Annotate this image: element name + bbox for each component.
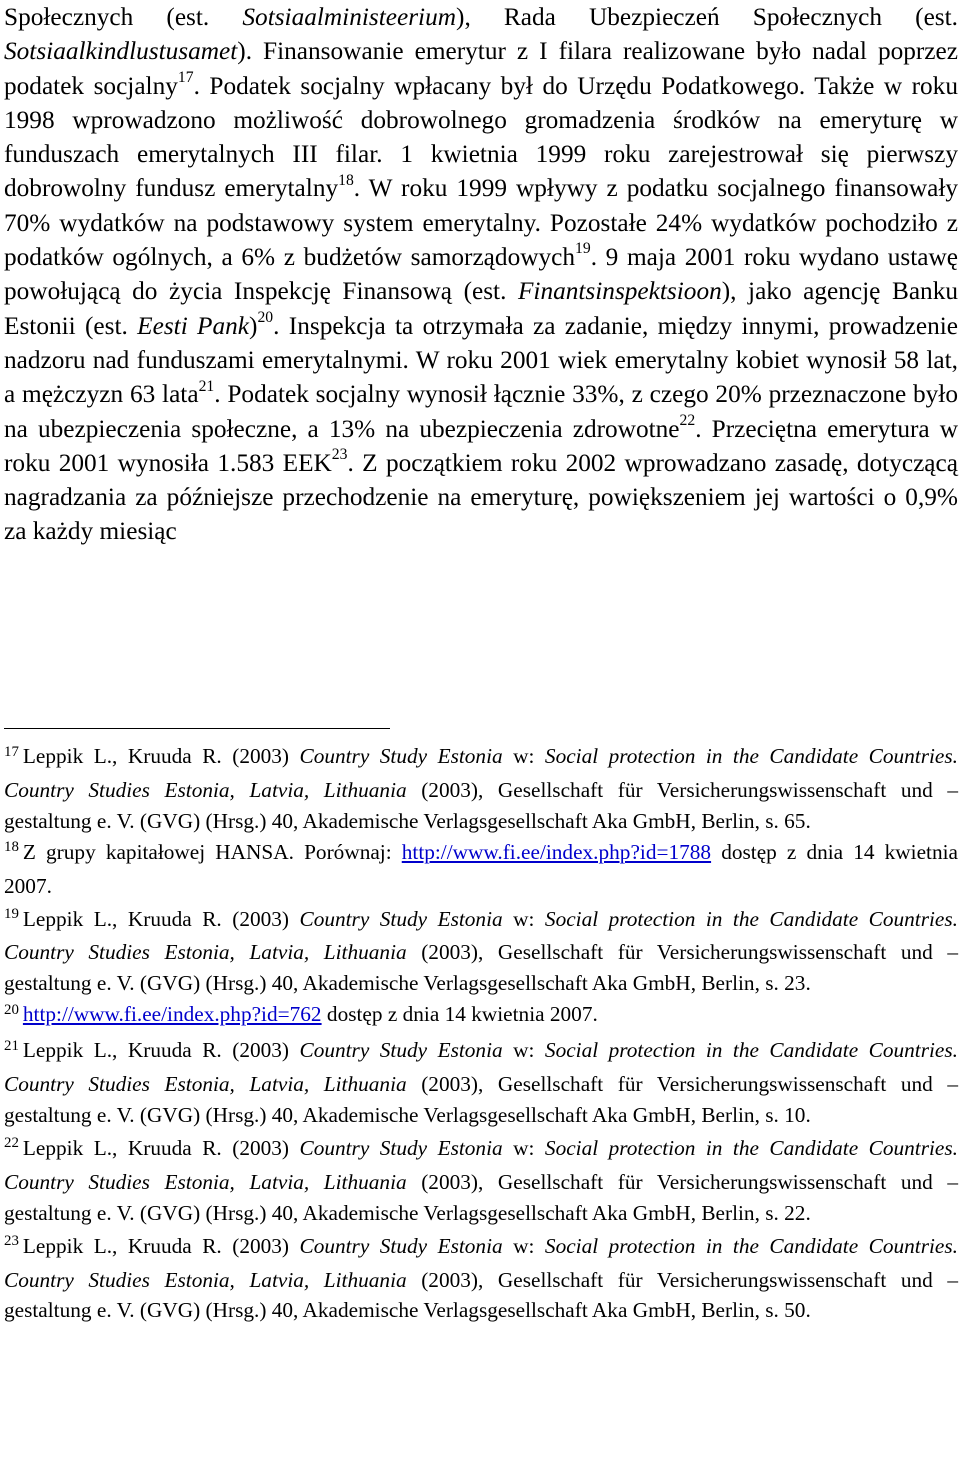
footnote-text: w: [502,744,545,768]
footnote-text: dostęp z dnia 14 kwietnia 2007. [321,1002,598,1027]
footnote-separator [4,728,390,729]
footnote-publisher: (2003), Gesellschaft für Versicherungswissenschaft und – gestaltung e. V. (GVG) (Hrsg.) 40, Akademische Verlagsgesellschaft Aka GmbH, Berlin, s. [4,777,958,833]
footnote-ref[interactable]: 19 [575,240,591,258]
footnote-23 [4,1229,958,1327]
body-text-segment: ), Rada Ubezpieczeń Społecznych (est. [456,3,959,31]
footnote-21 [4,1033,958,1131]
estonian-term: Sotsiaalministeerium [242,3,457,31]
body-text-segment: ), jako agencję Banku Estonii (est. [4,277,958,340]
footnote-18 [4,837,958,902]
body-text-segment: . 9 maja 2001 roku wydano ustawę powołującą do życia Inspekcję Finansową (est. [4,243,958,306]
estonian-term: Finantsinspektsioon [517,277,722,306]
footnote-page: 22. [784,1200,811,1225]
footnote-22 [4,1131,958,1229]
footnote-ref[interactable]: 21 [198,377,215,395]
footnote-title: Country Study Estonia [299,1038,503,1063]
footnote-20 [4,999,958,1033]
footnote-ref[interactable]: 23 [331,446,348,464]
footnote-publisher: (2003), Gesellschaft für Versicherungswissenschaft und – gestaltung e. V. (GVG) (Hrsg.) 40, Akademische Verlagsgesellschaft Aka GmbH, Berlin, s. [4,940,958,996]
body-text-segment: . Inspekcja ta otrzymała za zadanie, między innymi, prowadzenie nadzoru nad funduszami emerytalnymi. W roku 2001 wiek emerytalny kobiet wynosił 58 lat, a mężczyzn 63 lata [4,311,958,409]
footnote-number: 19 [4,906,19,923]
footnote-publisher: (2003), Gesellschaft für Versicherungswissenschaft und – gestaltung e. V. (GVG) (Hrsg.) 40, Akademische Verlagsgesellschaft Aka GmbH, Berlin, s. [4,1267,958,1323]
footnote-title: Country Study Estonia [299,1135,503,1160]
footnote-title: Social protection in the Candidate Countries. Country Studies Estonia, Latvia, Lithuania [4,1135,958,1194]
body-text-segment: . Z początkiem roku 2002 wprowadzano zasadę, dotyczącą nagradzania za późniejsze przechodzenie na emeryturę, powiększeniem jej wartości o 0,9% za każdy miesiąc [4,448,958,546]
body-text-segment: . W roku 1999 wpływy z podatku socjalnego finansowały 70% wydatków na podstawowy system emerytalny. Pozostałe 24% wydatków pochodziło z podatków ogólnych, a 6% z budżetów samorządowych [4,174,958,272]
footnote-number: 23 [4,1233,19,1250]
footnote-number: 18 [4,839,19,856]
footnote-page: 10. [784,1102,811,1127]
footnote-link[interactable]: http://www.fi.ee/index.php?id=762 [22,1002,322,1027]
footnote-title: Social protection in the Candidate Countries. Country Studies Estonia, Latvia, Lithuania [4,906,958,965]
footnote-text: w: [502,906,545,931]
footnote-authors: Leppik L., Kruuda R. (2003) [22,906,300,931]
body-text-segment: ). Finansowanie emerytur z I filara realizowane było nadal poprzez podatek socjalny [4,37,958,100]
footnote-ref[interactable]: 17 [177,68,194,86]
footnote-19 [4,902,958,1000]
footnote-number: 17 [4,743,19,760]
body-text-segment: . Przeciętna emerytura w roku 2001 wynosiła 1.583 EEK [4,414,959,477]
footnote-page: 23. [784,971,811,996]
footnote-publisher: (2003), Gesellschaft für Versicherungswissenschaft und – gestaltung e. V. (GVG) (Hrsg.) 40, Akademische Verlagsgesellschaft Aka GmbH, Berlin, s. [4,1169,958,1225]
footnote-title: Social protection in the Candidate Countries. Country Studies Estonia, Latvia, Lithuania [4,744,958,802]
estonian-term: Eesti Pank [137,311,250,340]
footnote-text: Z grupy kapitałowej HANSA. Porównaj: [22,839,402,864]
body-text-segment: . Podatek socjalny wynosił łącznie 33%, z czego 20% przeznaczone było na ubezpieczenia społeczne, a 13% na ubezpieczenia zdrowotne [4,380,958,443]
footnote-authors: Leppik L., Kruuda R. (2003) [22,744,300,768]
footnote-ref[interactable]: 22 [679,411,696,429]
footnote-authors: Leppik L., Kruuda R. (2003) [22,1233,300,1258]
footnote-text: w: [502,1038,545,1063]
footnote-publisher: (2003), Gesellschaft für Versicherungswissenschaft und – gestaltung e. V. (GVG) (Hrsg.) 40, Akademische Verlagsgesellschaft Aka GmbH, Berlin, s. [4,1072,958,1127]
footnote-title: Country Study Estonia [299,906,503,931]
footnote-text: dostęp z dnia 14 kwietnia 2007. [4,839,958,898]
body-text-segment: . Podatek socjalny wpłacany był do Urzędu Podatkowego. Także w roku 1998 wprowadzono możliwość dobrowolnego gromadzenia środków na emeryturę w funduszach emerytalnych III filar. 1 kwietnia 1999 roku zarejestrował się pierwszy dobrowolny fundusz emerytalny [4,71,958,203]
footnote-number: 21 [4,1037,19,1054]
footnote-text: w: [502,1233,545,1258]
footnote-17 [4,741,958,837]
footnote-title: Country Study Estonia [299,1233,503,1258]
footnote-ref[interactable]: 20 [257,308,274,326]
footnote-page: 65. [784,808,811,833]
footnote-title: Country Study Estonia [299,744,503,768]
footnote-link[interactable]: http://www.fi.ee/index.php?id=1788 [401,839,712,864]
footnote-authors: Leppik L., Kruuda R. (2003) [22,1038,300,1063]
footnote-ref[interactable]: 18 [338,171,354,189]
body-text-segment: ) [249,311,258,340]
footnote-text: w: [502,1135,545,1160]
footnotes [4,741,958,1326]
footnote-title: Social protection in the Candidate Countries. Country Studies Estonia, Latvia, Lithuania [4,1038,958,1097]
body-text-segment: Społecznych (est. [4,3,243,31]
footnote-authors: Leppik L., Kruuda R. (2003) [22,1135,300,1160]
body-paragraph [4,0,958,549]
footnote-page: 50. [784,1298,811,1323]
footnote-number: 22 [4,1135,19,1152]
footnote-title: Social protection in the Candidate Countries. Country Studies Estonia, Latvia, Lithuania [4,1233,958,1292]
estonian-term: Sotsiaalkindlustusamet [4,37,238,66]
footnote-number: 20 [4,1001,19,1018]
